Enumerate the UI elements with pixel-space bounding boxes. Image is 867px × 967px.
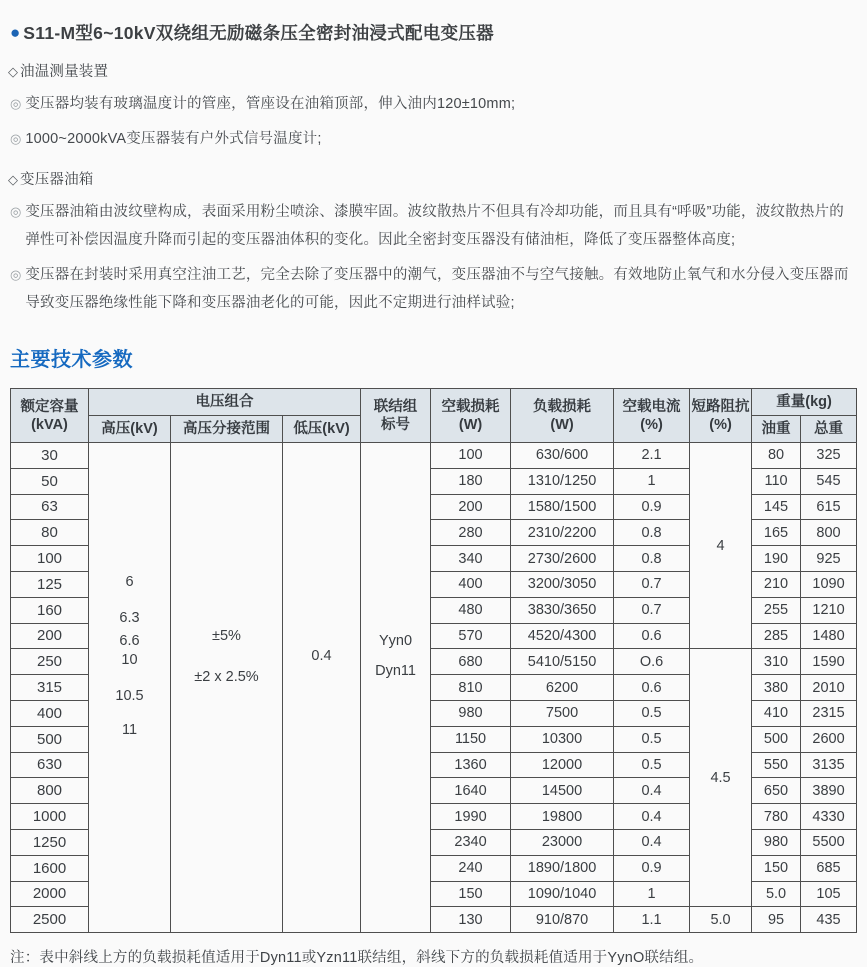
no-load-current-cell: 0.8: [614, 520, 690, 546]
oil-weight-cell: 285: [752, 623, 801, 649]
oil-weight-cell: 190: [752, 546, 801, 572]
total-weight-cell: 1090: [801, 571, 857, 597]
load-loss-cell: 2730/2600: [511, 546, 614, 572]
load-loss-cell: 10300: [511, 726, 614, 752]
no-load-loss-cell: 400: [431, 571, 511, 597]
feature-item: [10, 261, 856, 317]
capacity-cell: 30: [11, 443, 89, 469]
capacity-cell: 2500: [11, 907, 89, 933]
feature-subheading: [8, 61, 856, 83]
oil-weight-cell: 550: [752, 752, 801, 778]
no-load-loss-cell: 680: [431, 649, 511, 675]
load-loss-cell: 2310/2200: [511, 520, 614, 546]
col-header-load-loss-l1: 负载损耗: [533, 398, 592, 415]
total-weight-cell: 325: [801, 443, 857, 469]
oil-weight-cell: 105: [801, 881, 857, 907]
total-weight-cell: 435: [801, 907, 857, 933]
oil-weight-cell: 255: [752, 597, 801, 623]
feature-item: [10, 198, 856, 254]
oil-weight-cell: 95: [752, 907, 801, 933]
merged-value: 10.5: [115, 688, 144, 705]
capacity-cell: 200: [11, 623, 89, 649]
load-loss-cell: 3200/3050: [511, 571, 614, 597]
capacity-cell: 400: [11, 700, 89, 726]
no-load-loss-cell: 1150: [431, 726, 511, 752]
no-load-current-cell: 0.7: [614, 597, 690, 623]
total-weight-cell: 1210: [801, 597, 857, 623]
feature-text: 油温测量装置: [20, 64, 109, 80]
col-header-rated-capacity: [11, 389, 89, 443]
no-load-current-cell: 0.4: [614, 778, 690, 804]
load-loss-cell: 630/600: [511, 443, 614, 469]
no-load-current-cell: 2.1: [614, 443, 690, 469]
col-header-oil-weight: 油重: [752, 416, 801, 443]
oil-weight-cell: 165: [752, 520, 801, 546]
oil-weight-cell: 145: [752, 494, 801, 520]
col-header-no-load-loss-l1: 空载损耗: [441, 398, 500, 415]
hv-voltage-cell: [89, 443, 171, 933]
no-load-loss-cell: 1990: [431, 804, 511, 830]
no-load-current-cell: 0.5: [614, 700, 690, 726]
col-header-voltage-combination: 电压组合: [89, 389, 361, 416]
col-header-no-load-loss-l2: (W): [458, 416, 483, 433]
col-header-no-load-current-l2: (%): [640, 416, 663, 433]
ring-bullet-icon: ◎: [10, 204, 22, 219]
capacity-cell: 500: [11, 726, 89, 752]
total-weight-cell: 685: [801, 855, 857, 881]
load-loss-cell: 6200: [511, 675, 614, 701]
capacity-cell: 1600: [11, 855, 89, 881]
capacity-cell: 315: [11, 675, 89, 701]
total-weight-cell: 4330: [801, 804, 857, 830]
capacity-cell: 2000: [11, 881, 89, 907]
no-load-loss-cell: 200: [431, 494, 511, 520]
total-weight-cell: 1590: [801, 649, 857, 675]
diamond-bullet-icon: ◇: [8, 172, 18, 187]
ring-bullet-icon: ◎: [10, 267, 22, 282]
merged-value: ±2 x 2.5%: [194, 668, 259, 685]
total-weight-cell: 3135: [801, 752, 857, 778]
oil-weight-cell: 780: [752, 804, 801, 830]
merged-value: Yyn0: [379, 633, 413, 650]
impedance-cell: 4.5: [690, 649, 752, 907]
table-note: 注：表中斜线上方的负载损耗值适用于Dyn11或Yzn11联结组，斜线下方的负载损耗值适用于YynO联结组。: [10, 950, 704, 967]
page-title: [10, 20, 856, 45]
capacity-cell: 125: [11, 571, 89, 597]
no-load-current-cell: 0.6: [614, 623, 690, 649]
col-header-no-load-loss: [431, 389, 511, 443]
no-load-loss-cell: 130: [431, 907, 511, 933]
no-load-loss-cell: 980: [431, 700, 511, 726]
merged-value: 6: [125, 574, 134, 591]
col-header-lv: 低压(kV): [283, 416, 361, 443]
oil-weight-cell: 310: [752, 649, 801, 675]
no-load-loss-cell: 340: [431, 546, 511, 572]
col-header-rated-capacity-label: 额定容量: [20, 398, 79, 415]
oil-weight-cell: 410: [752, 700, 801, 726]
oil-weight-cell: 110: [752, 468, 801, 494]
total-weight-cell: 2010: [801, 675, 857, 701]
no-load-current-cell: 0.9: [614, 494, 690, 520]
capacity-cell: 800: [11, 778, 89, 804]
no-load-current-cell: 0.4: [614, 804, 690, 830]
capacity-cell: 100: [11, 546, 89, 572]
col-header-total-weight: 总重: [801, 416, 857, 443]
merged-value: 10: [121, 652, 138, 669]
no-load-loss-cell: 570: [431, 623, 511, 649]
oil-weight-cell: 650: [752, 778, 801, 804]
total-weight-cell: 925: [801, 546, 857, 572]
load-loss-cell: 14500: [511, 778, 614, 804]
feature-list: [10, 61, 856, 317]
load-loss-cell: 23000: [511, 829, 614, 855]
total-weight-cell: 3890: [801, 778, 857, 804]
section-heading: 主要技术参数: [10, 349, 133, 371]
page-title-text: S11-M型6~10kV双绕组无励磁条压全密封油浸式配电变压器: [23, 23, 494, 43]
table-header: [11, 389, 857, 443]
col-header-hv: 高压(kV): [89, 416, 171, 443]
col-header-vector-group-l1: 联结组: [373, 398, 418, 415]
feature-subheading: [8, 169, 856, 191]
no-load-loss-cell: 100: [431, 443, 511, 469]
total-weight-cell: 5500: [801, 829, 857, 855]
oil-weight-cell: 80: [752, 443, 801, 469]
no-load-loss-cell: 1640: [431, 778, 511, 804]
feature-item: [10, 90, 856, 118]
col-header-impedance: [690, 389, 752, 443]
load-loss-cell: 1890/1800: [511, 855, 614, 881]
no-load-loss-cell: 280: [431, 520, 511, 546]
col-header-no-load-current: [614, 389, 690, 443]
impedance-cell: 4: [690, 443, 752, 649]
feature-item: [10, 125, 856, 153]
capacity-cell: 630: [11, 752, 89, 778]
col-header-vector-group-l2: 标号: [381, 416, 411, 433]
total-weight-cell: 800: [801, 520, 857, 546]
diamond-bullet-icon: ◇: [8, 64, 18, 79]
feature-text: 变压器均装有玻璃温度计的管座，管座设在油箱顶部，伸入油内120±10mm;: [25, 96, 516, 112]
oil-weight-cell: 210: [752, 571, 801, 597]
no-load-current-cell: 1.1: [614, 907, 690, 933]
impedance-cell: 5.0: [752, 881, 801, 907]
load-loss-cell: 1310/1250: [511, 468, 614, 494]
ring-bullet-icon: ◎: [10, 96, 22, 111]
oil-weight-cell: 500: [752, 726, 801, 752]
oil-weight-cell: 150: [752, 855, 801, 881]
capacity-cell: 1250: [11, 829, 89, 855]
no-load-current-cell: 1: [614, 881, 690, 907]
merged-value: 6.6: [119, 633, 140, 650]
vector-group-cell: [361, 443, 431, 933]
load-loss-cell: 5410/5150: [511, 649, 614, 675]
no-load-current-cell: 0.4: [614, 829, 690, 855]
col-header-vector-group: [361, 389, 431, 443]
merged-value: Dyn11: [375, 663, 416, 680]
col-header-load-loss: [511, 389, 614, 443]
no-load-current-cell: 0.9: [614, 855, 690, 881]
no-load-loss-cell: 2340: [431, 829, 511, 855]
capacity-cell: 250: [11, 649, 89, 675]
bullet-dot-icon: ●: [10, 23, 21, 42]
lv-voltage-cell: [283, 443, 361, 933]
total-weight-cell: 1480: [801, 623, 857, 649]
ring-bullet-icon: ◎: [10, 131, 22, 146]
load-loss-cell: 4520/4300: [511, 623, 614, 649]
merged-value: 6.3: [119, 610, 140, 627]
table-body: [11, 443, 857, 933]
load-loss-cell: 910/870: [511, 907, 614, 933]
load-loss-cell: 1090/1040: [511, 881, 614, 907]
merged-value: 0.4: [311, 648, 332, 665]
no-load-current-cell: 0.5: [614, 752, 690, 778]
total-weight-cell: 545: [801, 468, 857, 494]
feature-text: 变压器油箱由波纹壁构成，表面采用粉尘喷涂、漆膜牢固。波纹散热片不但具有冷却功能，而且具有“呼吸”功能，波纹散热片的弹性可补偿因温度升降而引起的变压器油体积的变化。因此全密封变压器没有储油柜，降低了变压器整体高度;: [25, 204, 844, 248]
load-loss-cell: 7500: [511, 700, 614, 726]
col-header-weight: 重量(kg): [752, 389, 857, 416]
total-weight-cell: 2315: [801, 700, 857, 726]
spec-table: [10, 388, 857, 933]
oil-weight-cell: 980: [752, 829, 801, 855]
no-load-loss-cell: 810: [431, 675, 511, 701]
col-header-impedance-l1: 短路阻抗: [691, 398, 750, 415]
col-header-rated-capacity-unit: (kVA): [31, 416, 68, 433]
col-header-tap-range: 高压分接范围: [171, 416, 283, 443]
no-load-loss-cell: 180: [431, 468, 511, 494]
no-load-loss-cell: 150: [431, 881, 511, 907]
no-load-loss-cell: 1360: [431, 752, 511, 778]
load-loss-cell: 1580/1500: [511, 494, 614, 520]
oil-weight-cell: 380: [752, 675, 801, 701]
tap-range-cell: [171, 443, 283, 933]
col-header-load-loss-l2: (W): [550, 416, 574, 433]
load-loss-cell: 3830/3650: [511, 597, 614, 623]
table-row: [11, 443, 857, 469]
feature-text: 变压器在封装时采用真空注油工艺，完全去除了变压器中的潮气，变压器油不与空气接触。有效地防止氧气和水分侵入变压器而导致变压器绝缘性能下降和变压器油老化的可能，因此不定期进行油样试验;: [25, 267, 849, 311]
load-loss-cell: 12000: [511, 752, 614, 778]
total-weight-cell: 2600: [801, 726, 857, 752]
capacity-cell: 1000: [11, 804, 89, 830]
no-load-current-cell: 1: [614, 468, 690, 494]
capacity-cell: 50: [11, 468, 89, 494]
feature-text: 变压器油箱: [20, 172, 94, 188]
no-load-current-cell: O.6: [614, 649, 690, 675]
capacity-cell: 160: [11, 597, 89, 623]
col-header-impedance-l2: (%): [709, 416, 732, 433]
feature-text: 1000~2000kVA变压器装有户外式信号温度计;: [25, 131, 322, 147]
impedance-cell: 5.0: [690, 907, 752, 933]
capacity-cell: 63: [11, 494, 89, 520]
total-weight-cell: 615: [801, 494, 857, 520]
capacity-cell: 80: [11, 520, 89, 546]
load-loss-cell: 19800: [511, 804, 614, 830]
no-load-loss-cell: 480: [431, 597, 511, 623]
no-load-current-cell: 0.6: [614, 675, 690, 701]
merged-value: 11: [121, 722, 138, 739]
no-load-current-cell: 0.5: [614, 726, 690, 752]
no-load-current-cell: 0.7: [614, 571, 690, 597]
merged-value: ±5%: [212, 627, 241, 644]
no-load-loss-cell: 240: [431, 855, 511, 881]
no-load-current-cell: 0.8: [614, 546, 690, 572]
col-header-no-load-current-l1: 空载电流: [622, 398, 681, 415]
